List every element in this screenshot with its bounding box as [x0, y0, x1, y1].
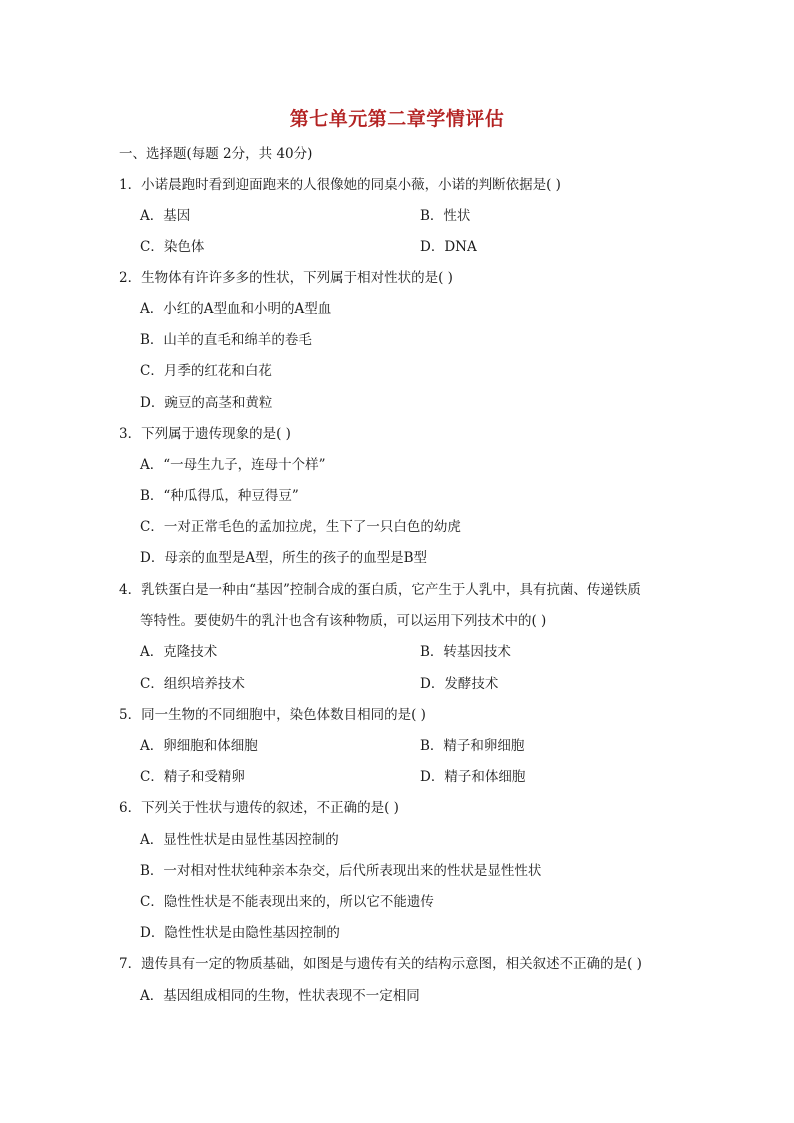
question-2-stem: 2．生物体有许许多多的性状，下列属于相对性状的是( ): [119, 270, 453, 286]
question-7-stem: 7．遗传具有一定的物质基础，如图是与遗传有关的结构示意图，相关叙述不正确的是( ): [119, 956, 642, 972]
question-4-option-b: B．转基因技术: [420, 644, 511, 660]
question-3-option-d: D．母亲的血型是A型，所生的孩子的血型是B型: [140, 550, 427, 566]
question-1-option-b: B．性状: [420, 208, 471, 224]
question-5-option-d: D．精子和体细胞: [420, 769, 526, 785]
question-2-option-c: C．月季的红花和白花: [140, 363, 272, 379]
question-6-stem: 6．下列关于性状与遗传的叙述，不正确的是( ): [119, 800, 399, 816]
question-3-option-a: A．“一母生九子，连母十个样”: [140, 457, 326, 473]
question-2-option-b: B．山羊的直毛和绵羊的卷毛: [140, 332, 312, 348]
question-5-option-c: C．精子和受精卵: [140, 769, 245, 785]
question-4-stem: 4．乳铁蛋白是一种由“基因”控制合成的蛋白质，它产生于人乳中，具有抗菌、传递铁质: [119, 582, 641, 598]
question-4-stem-continued: 等特性。要使奶牛的乳汁也含有该种物质，可以运用下列技术中的( ): [140, 613, 547, 629]
question-4-option-a: A．克隆技术: [140, 644, 218, 660]
question-6-option-a: A．显性性状是由显性基因控制的: [140, 832, 339, 848]
question-4-option-c: C．组织培养技术: [140, 676, 245, 692]
question-3-option-c: C．一对正常毛色的孟加拉虎，生下了一只白色的幼虎: [140, 519, 461, 535]
question-7-option-a: A．基因组成相同的生物，性状表现不一定相同: [140, 988, 420, 1004]
section-heading: 一、选择题(每题 2分，共 40分): [119, 146, 313, 162]
question-6-option-b: B．一对相对性状纯种亲本杂交，后代所表现出来的性状是显性性状: [140, 863, 542, 879]
question-3-option-b: B．“种瓜得瓜，种豆得豆”: [140, 488, 299, 504]
question-1-option-a: A．基因: [140, 208, 191, 224]
question-4-option-d: D．发酵技术: [420, 676, 499, 692]
question-1-option-d: D．DNA: [420, 239, 477, 255]
question-6-option-c: C．隐性性状是不能表现出来的，所以它不能遗传: [140, 894, 434, 910]
question-1-option-c: C．染色体: [140, 239, 205, 255]
question-5-stem: 5．同一生物的不同细胞中，染色体数目相同的是( ): [119, 707, 426, 723]
question-1-stem: 1．小诺晨跑时看到迎面跑来的人很像她的同桌小薇，小诺的判断依据是( ): [119, 177, 561, 193]
question-2-option-a: A．小红的A型血和小明的A型血: [140, 301, 332, 317]
question-5-option-a: A．卵细胞和体细胞: [140, 738, 258, 754]
question-6-option-d: D．隐性性状是由隐性基因控制的: [140, 925, 340, 941]
question-3-stem: 3．下列属于遗传现象的是( ): [119, 426, 291, 442]
page-title: 第七单元第二章学情评估: [289, 108, 505, 130]
question-5-option-b: B．精子和卵细胞: [420, 738, 525, 754]
question-2-option-d: D．豌豆的高茎和黄粒: [140, 395, 273, 411]
